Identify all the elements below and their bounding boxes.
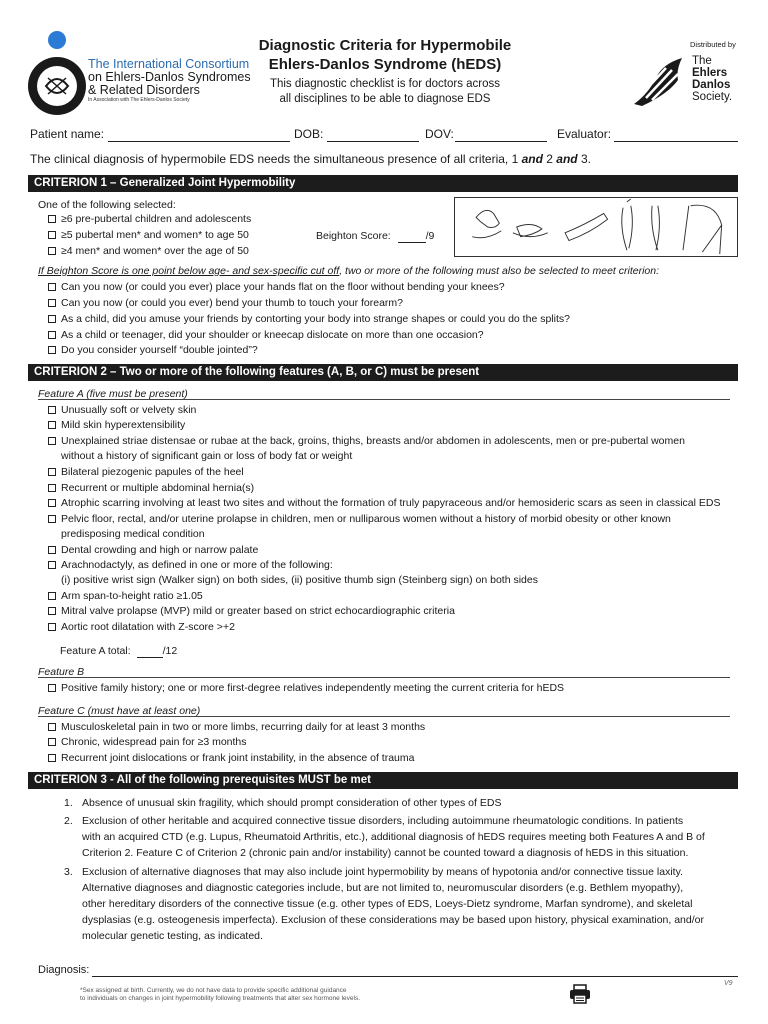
c1-item[interactable] bbox=[48, 245, 249, 257]
beighton-label: Beighton Score: bbox=[316, 230, 391, 242]
feature-a-item[interactable] bbox=[48, 404, 196, 416]
intro-text bbox=[30, 152, 591, 166]
checkbox[interactable] bbox=[48, 283, 56, 291]
feature-c-label: Recurrent joint dislocations or frank joint instability, in the absence of trauma bbox=[61, 752, 415, 764]
c1-question-label: Can you now (or could you ever) place your hands flat on the floor without bending your knees? bbox=[61, 281, 505, 293]
subtitle-line-2: all disciplines to be able to diagnose EDS bbox=[279, 93, 491, 105]
feature-c-item[interactable] bbox=[48, 752, 414, 764]
c1-lead: One of the following selected: bbox=[38, 199, 176, 211]
c3-text: molecular genetic testing, as indicated. bbox=[82, 930, 263, 942]
checkbox[interactable] bbox=[48, 754, 56, 762]
feature-a-label: Pelvic floor, rectal, and/or uterine prolapse in children, men or nulliparous women without a history of morbid obesity or other known bbox=[61, 513, 671, 525]
patient-name-label: Patient name: bbox=[30, 127, 105, 141]
c1-question[interactable] bbox=[48, 281, 505, 293]
consortium-logo bbox=[26, 28, 86, 118]
beighton-figures bbox=[454, 197, 738, 257]
footnote-line-2: to individuals on changes in joint hypermobility following treatments that alter sex hormone levels. bbox=[80, 995, 361, 1002]
c1-question-label: As a child, did you amuse your friends by contorting your body into strange shapes or could you do the splits? bbox=[61, 313, 570, 325]
criterion-3-header: CRITERION 3 - All of the following prerequisites MUST be met bbox=[28, 772, 738, 789]
c3-text: Exclusion of other heritable and acquired connective tissue disorders, including autoimmune rheumatologic conditions. In patients bbox=[82, 815, 684, 827]
diagnosis-label: Diagnosis: bbox=[38, 964, 90, 976]
consortium-line-2: on Ehlers-Danlos Syndromes bbox=[88, 70, 251, 84]
feature-a-total-denom: /12 bbox=[162, 645, 178, 657]
evaluator-field[interactable] bbox=[614, 141, 738, 142]
checkbox[interactable] bbox=[48, 623, 56, 631]
feature-c-heading: Feature C (must have at least one) bbox=[38, 705, 201, 717]
consortium-line-1: The International Consortium bbox=[88, 57, 250, 71]
c1-condition-rest: , two or more of the following must also be selected to meet criterion: bbox=[339, 265, 660, 277]
footnote bbox=[80, 987, 360, 1003]
c3-text: Exclusion of alternative diagnoses that may also include joint hypermobility by means of hypotonia and/or connective tissue laxity. bbox=[82, 866, 683, 878]
feature-a-item[interactable] bbox=[48, 482, 254, 494]
feature-a-item[interactable] bbox=[48, 466, 244, 478]
feature-a-label: Arachnodactyly, as defined in one or more of the following: bbox=[61, 559, 333, 571]
title-line-2: Ehlers-Danlos Syndrome (hEDS) bbox=[268, 56, 502, 73]
society-line-1: The bbox=[692, 55, 712, 67]
consortium-line-3: & Related Disorders bbox=[88, 83, 200, 97]
checkbox[interactable] bbox=[48, 723, 56, 731]
checkbox[interactable] bbox=[48, 215, 56, 223]
subtitle-line-1: This diagnostic checklist is for doctors across bbox=[269, 78, 501, 90]
intro-mid: 2 bbox=[542, 152, 557, 166]
society-name bbox=[692, 55, 732, 103]
feature-a-continuation: predisposing medical condition bbox=[61, 528, 205, 540]
feature-a-label: Unexplained striae distensae or rubae at the back, groins, thighs, breasts and/or abdomen in adolescents, men or pre-pubertal women bbox=[61, 435, 685, 447]
checkbox[interactable] bbox=[48, 299, 56, 307]
feature-a-item[interactable] bbox=[48, 605, 455, 617]
feature-a-label: Aortic root dilatation with Z-score >+2 bbox=[61, 621, 235, 633]
intro-after: 3. bbox=[577, 152, 591, 166]
checkbox[interactable] bbox=[48, 684, 56, 692]
c1-question-label: Can you now (or could you ever) bend your thumb to touch your forearm? bbox=[61, 297, 404, 309]
checkbox[interactable] bbox=[48, 738, 56, 746]
intro-and-2: and bbox=[556, 152, 578, 166]
patient-fields bbox=[30, 127, 740, 145]
c1-condition-underlined: If Beighton Score is one point below age- and sex-specific cut off bbox=[38, 265, 340, 277]
feature-a-continuation: (i) positive wrist sign (Walker sign) on both sides, (ii) positive thumb sign (Steinberg sign) on both sides bbox=[61, 574, 538, 586]
checkbox[interactable] bbox=[48, 515, 56, 523]
patient-name-field[interactable] bbox=[108, 141, 290, 142]
checkbox[interactable] bbox=[48, 607, 56, 615]
feature-c-item[interactable] bbox=[48, 736, 247, 748]
c1-question[interactable] bbox=[48, 344, 258, 356]
feature-a-label: Mitral valve prolapse (MVP) mild or greater based on strict echocardiographic criteria bbox=[61, 605, 455, 617]
feature-a-item[interactable] bbox=[48, 513, 671, 525]
dob-field[interactable] bbox=[327, 141, 419, 142]
feature-a-total bbox=[60, 645, 177, 658]
feature-a-heading: Feature A (five must be present) bbox=[38, 388, 188, 400]
feature-a-label: Mild skin hyperextensibility bbox=[61, 419, 186, 431]
feature-a-item[interactable] bbox=[48, 621, 235, 633]
c1-question[interactable] bbox=[48, 329, 484, 341]
feature-a-item[interactable] bbox=[48, 559, 333, 571]
feature-a-total-field[interactable] bbox=[137, 645, 163, 658]
evaluator-label: Evaluator: bbox=[557, 127, 612, 141]
checkbox[interactable] bbox=[48, 561, 56, 569]
beighton-denom: /9 bbox=[425, 230, 435, 242]
feature-a-label: Arm span-to-height ratio ≥1.05 bbox=[61, 590, 203, 602]
c1-item[interactable] bbox=[48, 213, 251, 225]
feature-a-item[interactable] bbox=[48, 497, 720, 509]
checkbox[interactable] bbox=[48, 406, 56, 414]
feature-c-label: Chronic, widespread pain for ≥3 months bbox=[61, 736, 247, 748]
distributed-by: Distributed by bbox=[690, 40, 736, 49]
c3-number: 1. bbox=[64, 797, 73, 809]
dov-field[interactable] bbox=[455, 141, 547, 142]
intro-before: The clinical diagnosis of hypermobile EDS needs the simultaneous presence of all criteria, 1 bbox=[30, 152, 522, 166]
divider bbox=[38, 677, 730, 678]
feature-b-label: Positive family history; one or more first-degree relatives independently meeting the current criteria for hEDS bbox=[61, 682, 565, 694]
checkbox[interactable] bbox=[48, 315, 56, 323]
c1-item-label: ≥4 men* and women* over the age of 50 bbox=[61, 245, 249, 257]
feature-c-label: Musculoskeletal pain in two or more limbs, recurring daily for at least 3 months bbox=[61, 721, 426, 733]
checkbox[interactable] bbox=[48, 468, 56, 476]
society-line-3: Danlos bbox=[692, 79, 731, 91]
feature-a-continuation: without a history of significant gain or loss of body fat or weight bbox=[61, 450, 353, 462]
feature-a-label: Atrophic scarring involving at least two sites and without the formation of truly papyraceous and/or hemosideric scars as seen in classical EDS bbox=[61, 497, 721, 509]
c1-question-label: As a child or teenager, did your shoulder or kneecap dislocate on more than one occasion? bbox=[61, 329, 484, 341]
checkbox[interactable] bbox=[48, 437, 56, 445]
intro-and-1: and bbox=[521, 152, 543, 166]
dob-label: DOB: bbox=[294, 127, 324, 141]
page-title-block bbox=[240, 36, 530, 107]
checkbox[interactable] bbox=[48, 331, 56, 339]
footnote-line-1: *Sex assigned at birth. Currently, we do not have data to provide specific additional guidance bbox=[80, 987, 347, 994]
c3-text: dysplasias (e.g. osteogenesis imperfecta). Exclusion of these considerations may be based upon history, physical examination, and/or bbox=[82, 914, 704, 926]
feature-b-item[interactable] bbox=[48, 682, 564, 694]
printer-icon[interactable] bbox=[569, 984, 591, 1004]
checkbox[interactable] bbox=[48, 546, 56, 554]
checkbox[interactable] bbox=[48, 231, 56, 239]
version-label: V9 bbox=[724, 980, 733, 987]
c3-text: other hereditary disorders of the connective tissue (e.g. other types of EDS, Loeys-Dietz syndrome, Marfan syndrome), and skeletal bbox=[82, 898, 693, 910]
beighton-field[interactable] bbox=[398, 230, 426, 243]
c1-item-label: ≥5 pubertal men* and women* to age 50 bbox=[61, 229, 249, 241]
feature-a-item[interactable] bbox=[48, 419, 185, 431]
c3-text: Absence of unusual skin fragility, which should prompt consideration of other types of EDS bbox=[82, 797, 502, 809]
divider bbox=[38, 399, 730, 400]
c1-question-label: Do you consider yourself “double jointed”? bbox=[61, 344, 258, 356]
c1-item-label: ≥6 pre-pubertal children and adolescents bbox=[61, 213, 252, 225]
title-line-1: Diagnostic Criteria for Hypermobile bbox=[258, 37, 512, 54]
c3-text: Criterion 2. Feature C of Criterion 2 (chronic pain and/or instability) cannot be counted toward a diagnosis of hEDS in this situation. bbox=[82, 847, 689, 859]
c1-question[interactable] bbox=[48, 297, 403, 309]
c3-text: Alternative diagnoses and diagnostic categories include, but are not limited to, neuromuscular disorders (e.g. Bethlem myopathy), bbox=[82, 882, 684, 894]
c3-number: 2. bbox=[64, 815, 73, 827]
checkbox[interactable] bbox=[48, 592, 56, 600]
feature-a-total-label: Feature A total: bbox=[60, 645, 131, 657]
feature-a-label: Recurrent or multiple abdominal hernia(s) bbox=[61, 482, 255, 494]
feature-a-item[interactable] bbox=[48, 544, 258, 556]
consortium-name bbox=[88, 58, 251, 104]
feature-a-label: Unusually soft or velvety skin bbox=[61, 404, 197, 416]
feature-a-label: Dental crowding and high or narrow palate bbox=[61, 544, 259, 556]
feature-b-heading: Feature B bbox=[38, 666, 85, 678]
c3-number: 3. bbox=[64, 866, 73, 878]
society-line-2: Ehlers bbox=[692, 67, 728, 79]
checkbox[interactable] bbox=[48, 484, 56, 492]
feature-a-item[interactable] bbox=[48, 590, 203, 602]
divider bbox=[38, 716, 730, 717]
criterion-1-header: CRITERION 1 – Generalized Joint Hypermobility bbox=[28, 175, 738, 192]
association-note: In Association with The Ehlers-Danlos Society bbox=[88, 97, 190, 103]
feature-a-item[interactable] bbox=[48, 435, 685, 447]
c1-condition bbox=[38, 265, 659, 277]
feature-a-label: Bilateral piezogenic papules of the heel bbox=[61, 466, 244, 478]
c1-item[interactable] bbox=[48, 229, 249, 241]
feature-c-item[interactable] bbox=[48, 721, 425, 733]
c3-text: with an acquired CTD (e.g. Lupus, Rheumatoid Arthritis, etc.), additional diagnosis of hEDS requires meeting both Features A and B of bbox=[82, 831, 705, 843]
checkbox[interactable] bbox=[48, 499, 56, 507]
checkbox[interactable] bbox=[48, 346, 56, 354]
zebra-logo-icon bbox=[628, 54, 690, 108]
c1-question[interactable] bbox=[48, 313, 570, 325]
criterion-2-header: CRITERION 2 – Two or more of the following features (A, B, or C) must be present bbox=[28, 364, 738, 381]
diagnosis-field[interactable] bbox=[92, 976, 738, 977]
checkbox[interactable] bbox=[48, 421, 56, 429]
checkbox[interactable] bbox=[48, 247, 56, 255]
dov-label: DOV: bbox=[425, 127, 454, 141]
beighton-score bbox=[316, 230, 434, 243]
society-line-4: Society. bbox=[692, 91, 733, 103]
